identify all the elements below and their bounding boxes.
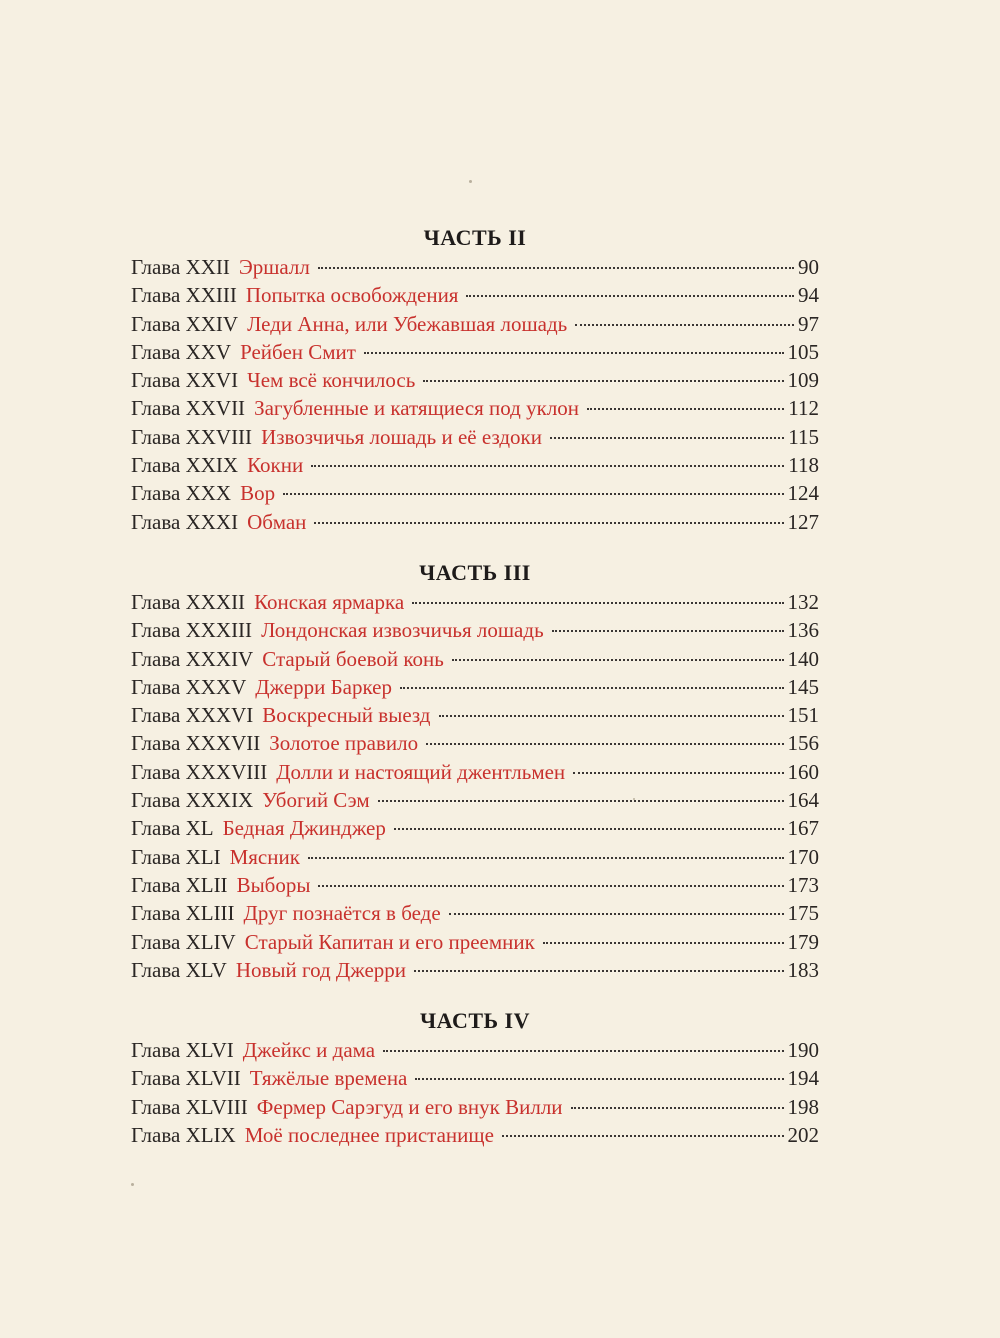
page-number: 124 bbox=[787, 481, 819, 506]
chapter-number: Глава XXXV bbox=[131, 674, 247, 699]
chapter-title: Тяжёлые времена bbox=[249, 1066, 408, 1091]
toc-entry[interactable] bbox=[131, 281, 819, 309]
dot-leader bbox=[394, 828, 784, 830]
dot-leader bbox=[571, 1107, 784, 1109]
chapter-number: Глава XXII bbox=[131, 255, 230, 279]
chapter-number: Глава XXVII bbox=[131, 396, 246, 421]
toc-entry[interactable] bbox=[131, 758, 819, 786]
chapter-number: Глава XXXVI bbox=[131, 703, 254, 728]
chapter-title: Выборы bbox=[236, 872, 311, 897]
page-number: 202 bbox=[787, 1123, 819, 1148]
toc-entry[interactable] bbox=[131, 588, 819, 616]
chapter-number: Глава XLVII bbox=[131, 1066, 241, 1091]
chapter-number: Глава XXVIII bbox=[131, 424, 253, 449]
chapter-number: Глава XXX bbox=[131, 481, 232, 506]
dot-leader bbox=[466, 295, 794, 297]
dot-leader bbox=[452, 659, 784, 661]
page-number: 151 bbox=[787, 703, 819, 728]
toc-entry[interactable] bbox=[131, 1093, 819, 1121]
toc-entry[interactable] bbox=[131, 310, 819, 338]
chapter-title: Долли и настоящий джентльмен bbox=[276, 759, 566, 784]
chapter-title: Джейкс и дама bbox=[242, 1038, 376, 1063]
dot-leader bbox=[415, 1078, 783, 1080]
chapter-number: Глава XXXIV bbox=[131, 646, 254, 671]
toc-entry[interactable] bbox=[131, 645, 819, 673]
page-number: 173 bbox=[787, 872, 819, 897]
page-number: 183 bbox=[787, 957, 819, 982]
dot-leader bbox=[552, 630, 784, 632]
page-number: 194 bbox=[787, 1066, 819, 1091]
page-number: 179 bbox=[787, 929, 819, 954]
toc-entry[interactable] bbox=[131, 508, 819, 536]
chapter-title: Попытка освобождения bbox=[245, 283, 459, 308]
page-number: 132 bbox=[787, 589, 819, 614]
chapter-number: Глава XXXIII bbox=[131, 618, 253, 643]
dot-leader bbox=[587, 408, 784, 410]
paper-speck bbox=[131, 1183, 134, 1186]
part-3 bbox=[131, 558, 819, 984]
part-title: ЧАСТЬ III bbox=[419, 559, 531, 585]
chapter-number: Глава XL bbox=[131, 816, 214, 841]
page-number: 127 bbox=[787, 509, 819, 534]
dot-leader bbox=[318, 267, 794, 269]
chapter-title: Фермер Сарэгуд и его внук Вилли bbox=[256, 1094, 563, 1119]
chapter-title: Убогий Сэм bbox=[262, 788, 370, 813]
dot-leader bbox=[314, 522, 783, 524]
chapter-title: Вор bbox=[240, 481, 276, 506]
dot-leader bbox=[383, 1050, 783, 1052]
chapter-title: Обман bbox=[247, 509, 307, 534]
toc-entry[interactable] bbox=[131, 701, 819, 729]
chapter-number: Глава XXXI bbox=[131, 509, 239, 534]
chapter-title: Золотое правило bbox=[269, 731, 419, 756]
part-title: ЧАСТЬ II bbox=[423, 225, 527, 250]
dot-leader bbox=[449, 913, 784, 915]
chapter-title: Мясник bbox=[229, 844, 300, 869]
chapter-number: Глава XLIII bbox=[131, 901, 235, 926]
dot-leader bbox=[575, 324, 794, 326]
chapter-title: Новый год Джерри bbox=[235, 957, 407, 982]
chapter-title: Конская ярмарка bbox=[254, 589, 405, 614]
toc-entry[interactable] bbox=[131, 786, 819, 814]
paper-speck bbox=[469, 180, 472, 183]
chapter-number: Глава XLIX bbox=[131, 1123, 236, 1148]
part-4 bbox=[131, 1006, 819, 1149]
part-2 bbox=[131, 223, 819, 536]
page-number: 105 bbox=[787, 339, 819, 364]
page-number: 94 bbox=[798, 283, 819, 308]
chapter-title: Бедная Джинджер bbox=[222, 816, 386, 841]
toc-entry[interactable] bbox=[131, 673, 819, 701]
toc-entry[interactable] bbox=[131, 451, 819, 479]
page-number: 198 bbox=[787, 1094, 819, 1119]
page-number: 145 bbox=[787, 674, 819, 699]
chapter-number: Глава XXXVII bbox=[131, 731, 261, 756]
dot-leader bbox=[550, 437, 784, 439]
chapter-title: Джерри Баркер bbox=[255, 674, 392, 699]
toc-entry[interactable] bbox=[131, 899, 819, 927]
chapter-number: Глава XXVI bbox=[131, 368, 239, 393]
page-number: 115 bbox=[788, 424, 819, 449]
chapter-list bbox=[131, 588, 819, 984]
page-number: 160 bbox=[787, 759, 819, 784]
toc-entry[interactable] bbox=[131, 253, 819, 281]
page-number: 90 bbox=[798, 255, 819, 279]
toc-entry[interactable] bbox=[131, 394, 819, 422]
chapter-title: Старый Капитан и его преемник bbox=[244, 929, 535, 954]
chapter-number: Глава XXV bbox=[131, 339, 232, 364]
chapter-title: Эршалл bbox=[238, 255, 310, 279]
chapter-number: Глава XLIV bbox=[131, 929, 236, 954]
chapter-title: Старый боевой конь bbox=[262, 646, 444, 671]
toc-entry[interactable] bbox=[131, 843, 819, 871]
toc-entry[interactable] bbox=[131, 1121, 819, 1149]
dot-leader bbox=[364, 352, 784, 354]
chapter-title: Кокни bbox=[247, 453, 304, 478]
table-of-contents bbox=[131, 223, 819, 1171]
dot-leader bbox=[318, 885, 783, 887]
part-title: ЧАСТЬ IV bbox=[420, 1008, 530, 1034]
chapter-title: Загубленные и катящиеся под уклон bbox=[254, 396, 580, 421]
toc-entry[interactable] bbox=[131, 423, 819, 451]
chapter-number: Глава XLV bbox=[131, 957, 227, 982]
page-number: 97 bbox=[798, 311, 819, 336]
dot-leader bbox=[502, 1135, 784, 1137]
dot-leader bbox=[378, 800, 784, 802]
toc-entry[interactable] bbox=[131, 1036, 819, 1064]
toc-entry[interactable] bbox=[131, 729, 819, 757]
dot-leader bbox=[573, 772, 783, 774]
chapter-number: Глава XXXVIII bbox=[131, 759, 268, 784]
chapter-list bbox=[131, 1036, 819, 1149]
toc-entry[interactable] bbox=[131, 871, 819, 899]
page-number: 112 bbox=[788, 396, 819, 421]
toc-entry[interactable] bbox=[131, 956, 819, 984]
chapter-number: Глава XLII bbox=[131, 872, 228, 897]
chapter-number: Глава XLI bbox=[131, 844, 221, 869]
toc-entry[interactable] bbox=[131, 814, 819, 842]
chapter-title: Чем всё кончилось bbox=[247, 368, 416, 393]
page-number: 118 bbox=[788, 453, 819, 478]
chapter-number: Глава XXXIX bbox=[131, 788, 254, 813]
page-number: 140 bbox=[787, 646, 819, 671]
page-number: 109 bbox=[787, 368, 819, 393]
page-number: 167 bbox=[787, 816, 819, 841]
toc-entry[interactable] bbox=[131, 479, 819, 507]
chapter-title: Воскресный выезд bbox=[262, 703, 431, 728]
dot-leader bbox=[400, 687, 784, 689]
page-number: 164 bbox=[787, 788, 819, 813]
chapter-number: Глава XLVIII bbox=[131, 1094, 248, 1119]
paper-speck bbox=[633, 798, 635, 800]
chapter-number: Глава XLVI bbox=[131, 1038, 234, 1063]
toc-entry[interactable] bbox=[131, 338, 819, 366]
chapter-number: Глава XXXII bbox=[131, 589, 246, 614]
dot-leader bbox=[423, 380, 783, 382]
chapter-title: Рейбен Смит bbox=[240, 339, 356, 364]
dot-leader bbox=[439, 715, 784, 717]
toc-entry[interactable] bbox=[131, 1064, 819, 1092]
chapter-list bbox=[131, 253, 819, 536]
chapter-number: Глава XXIX bbox=[131, 453, 239, 478]
chapter-number: Глава XXIII bbox=[131, 283, 237, 308]
toc-entry[interactable] bbox=[131, 928, 819, 956]
chapter-title: Моё последнее пристанище bbox=[244, 1123, 494, 1148]
chapter-title: Леди Анна, или Убежавшая лошадь bbox=[247, 311, 568, 336]
page-number: 170 bbox=[787, 844, 819, 869]
page-number: 175 bbox=[787, 901, 819, 926]
page-number: 156 bbox=[787, 731, 819, 756]
dot-leader bbox=[426, 743, 783, 745]
page-number: 190 bbox=[787, 1038, 819, 1063]
dot-leader bbox=[412, 602, 783, 604]
toc-entry[interactable] bbox=[131, 616, 819, 644]
toc-entry[interactable] bbox=[131, 366, 819, 394]
chapter-title: Извозчичья лошадь и её ездоки bbox=[261, 424, 542, 449]
dot-leader bbox=[308, 857, 784, 859]
page-number: 136 bbox=[787, 618, 819, 643]
chapter-title: Лондонская извозчичья лошадь bbox=[261, 618, 544, 643]
dot-leader bbox=[311, 465, 784, 467]
dot-leader bbox=[543, 942, 784, 944]
dot-leader bbox=[414, 970, 783, 972]
chapter-title: Друг познаётся в беде bbox=[243, 901, 441, 926]
chapter-number: Глава XXIV bbox=[131, 311, 239, 336]
dot-leader bbox=[283, 493, 783, 495]
